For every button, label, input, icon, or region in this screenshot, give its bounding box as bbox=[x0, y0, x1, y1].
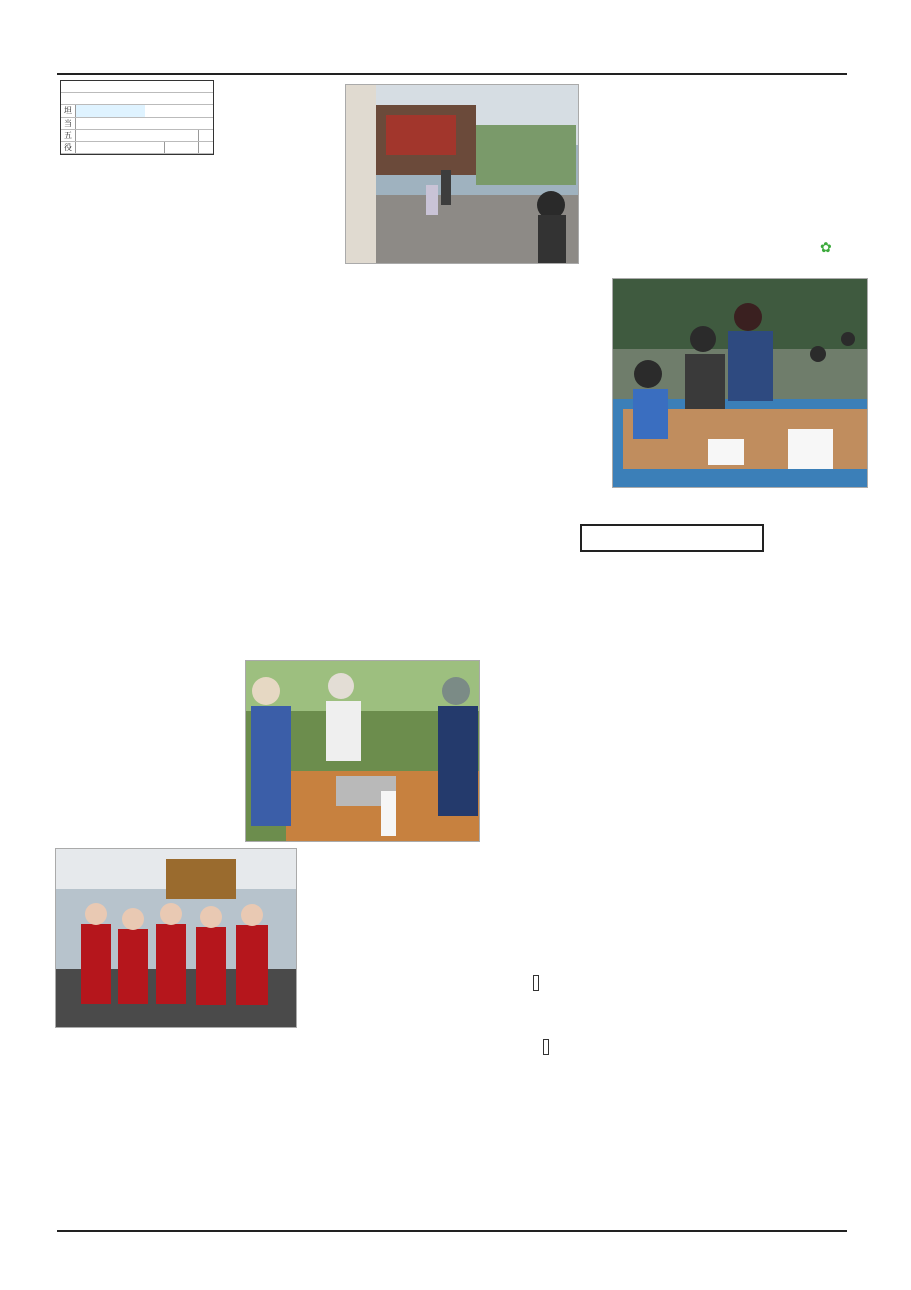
transfer-in bbox=[76, 118, 145, 129]
shichigosan-body bbox=[585, 82, 805, 272]
target-box bbox=[533, 975, 539, 991]
knife-reception-photo bbox=[612, 278, 868, 488]
page-header bbox=[57, 50, 847, 72]
festival-photo bbox=[55, 848, 297, 1028]
increase-label bbox=[198, 130, 213, 141]
kakudai-body-2 bbox=[376, 510, 488, 650]
caution-text bbox=[543, 1039, 549, 1055]
membership-table: 坦 当 五 役 bbox=[60, 80, 214, 155]
shrine-photo bbox=[345, 84, 579, 264]
schedule-title bbox=[580, 524, 764, 552]
flower-icon: ✿ bbox=[820, 240, 832, 256]
join-count bbox=[76, 105, 145, 116]
membership-subtitle bbox=[61, 93, 213, 105]
col-people bbox=[164, 142, 198, 153]
decrease-label bbox=[198, 142, 213, 153]
koreatteru-body bbox=[215, 84, 295, 279]
kakudai-body bbox=[216, 265, 378, 450]
transfer-out bbox=[145, 118, 214, 129]
leave-count bbox=[145, 105, 214, 116]
shrine-sign bbox=[353, 94, 373, 184]
bousai-body bbox=[54, 1045, 280, 1225]
schedule-panel bbox=[493, 508, 843, 1220]
koreatteru-body-2 bbox=[448, 268, 608, 508]
membership-title bbox=[61, 81, 213, 93]
menu-body bbox=[54, 456, 284, 646]
kakudai-title bbox=[378, 265, 448, 515]
nande-body bbox=[298, 852, 426, 1032]
col-group bbox=[76, 142, 164, 153]
footer-rule bbox=[57, 1230, 847, 1232]
header-rule bbox=[57, 73, 847, 75]
cooking-photo bbox=[245, 660, 480, 842]
